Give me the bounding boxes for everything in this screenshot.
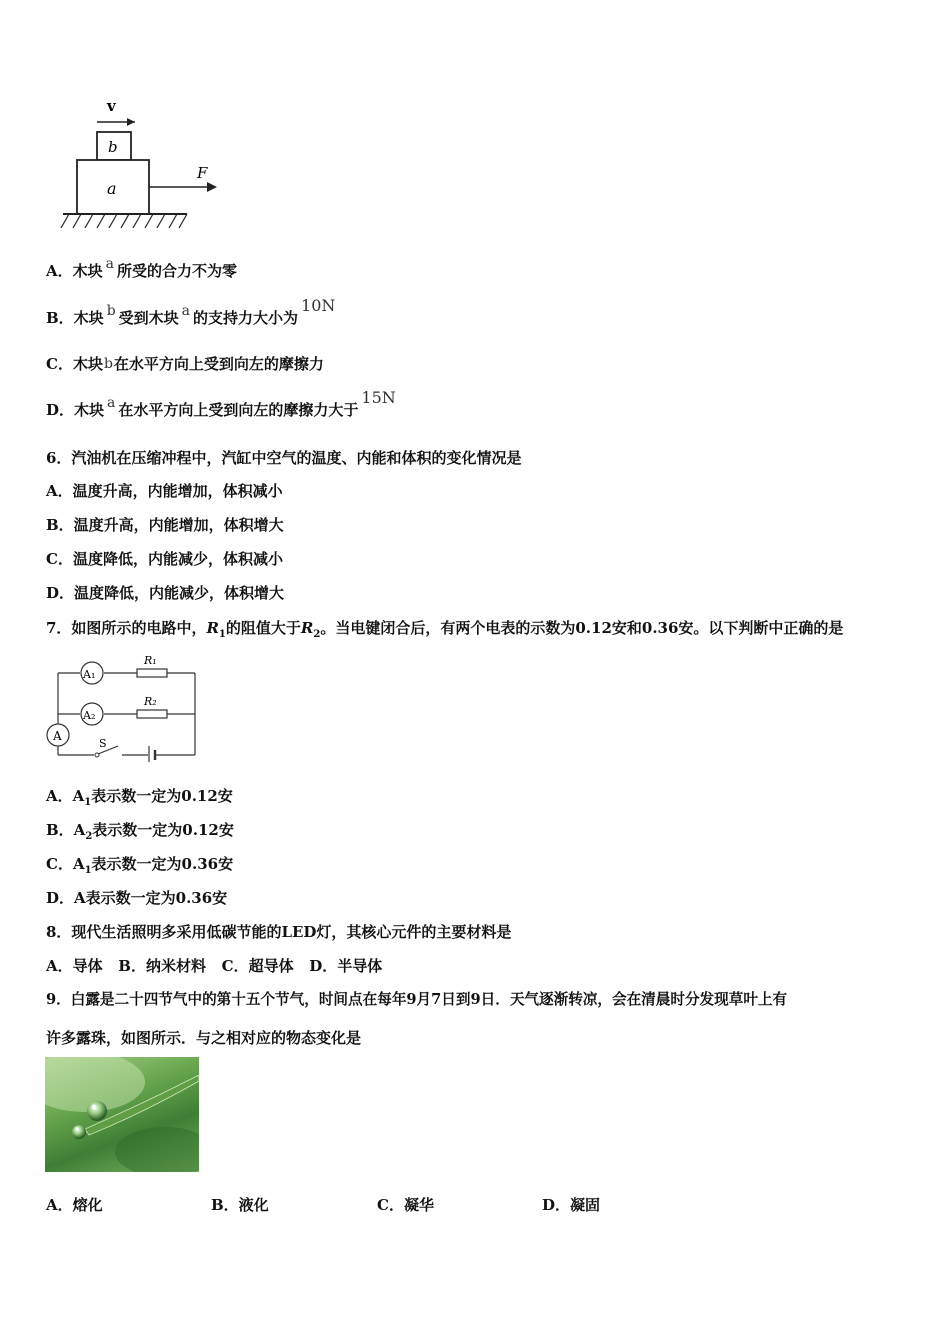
block-diagram bbox=[55, 95, 230, 235]
dew-drop-large bbox=[87, 1101, 107, 1121]
q6-option-a: A．温度升高，内能增加，体积减小 bbox=[46, 482, 283, 500]
dew-grass-photo bbox=[45, 1057, 199, 1172]
battery-icon bbox=[149, 746, 155, 762]
q5-option-c: C．木块b在水平方向上受到向左的摩擦力 bbox=[46, 355, 324, 373]
q7-option-b: B．$A_2$表示数一定为0.12安 bbox=[46, 821, 234, 842]
q9-option-d: D．凝固 bbox=[542, 1196, 601, 1214]
q6-stem: 6．汽油机在压缩冲程中，汽缸中空气的温度、内能和体积的变化情况是 bbox=[46, 449, 522, 467]
svg-text:A₁: A₁ bbox=[83, 668, 96, 681]
q7-option-d: D．A表示数一定为0.36安 bbox=[46, 889, 228, 907]
value-15n: 15N bbox=[361, 388, 396, 407]
svg-text:A₂: A₂ bbox=[83, 709, 96, 722]
q7-option-a: A．$A_1$表示数一定为0.12安 bbox=[46, 787, 233, 808]
block-a-label: a bbox=[107, 179, 117, 198]
resistor-r2 bbox=[137, 710, 167, 718]
svg-text:R₁: R₁ bbox=[144, 654, 157, 667]
q7-option-c: C．$A_1$表示数一定为0.36安 bbox=[46, 855, 234, 876]
value-10n: 10N bbox=[301, 296, 336, 315]
q6-option-b: B．温度升高，内能增加，体积增大 bbox=[46, 516, 284, 534]
q9-option-a: A．熔化 bbox=[46, 1196, 103, 1214]
svg-text:S: S bbox=[99, 737, 107, 750]
force-label: F bbox=[197, 164, 208, 182]
resistor-r1 bbox=[137, 669, 167, 677]
q9-option-b: B．液化 bbox=[211, 1196, 269, 1214]
circuit-diagram bbox=[42, 650, 202, 762]
q8-options: A．导体 B．纳米材料 C．超导体 D．半导体 bbox=[46, 957, 383, 975]
var-a: a bbox=[105, 256, 114, 272]
q9-option-c: C．凝华 bbox=[377, 1196, 434, 1214]
q6-option-d: D．温度降低，内能减少，体积增大 bbox=[46, 584, 285, 602]
block-b-label: b bbox=[108, 138, 118, 156]
q9-stem-line1: 9．白露是二十四节气中的第十五个节气，时间点在每年9月7日到9日．天气逐渐转凉，会在清晨时分发现草叶上有 bbox=[46, 991, 788, 1008]
dew-drop-small bbox=[72, 1125, 86, 1139]
q5-option-d: D．木块 a 在水平方向上受到向左的摩擦力大于15N bbox=[46, 388, 396, 419]
q5-option-a: A．木块 a 所受的合力不为零 bbox=[46, 256, 238, 280]
svg-text:A: A bbox=[53, 729, 62, 743]
q7-stem: 7．如图所示的电路中，$R_1$的阻值大于$R_2$。当电键闭合后，有两个电表的示数为0.12安和0.36安。以下判断中正确的是 bbox=[46, 619, 844, 640]
q8-stem: 8．现代生活照明多采用低碳节能的LED灯，其核心元件的主要材料是 bbox=[46, 923, 512, 941]
switch-icon bbox=[95, 753, 99, 757]
svg-text:R₂: R₂ bbox=[144, 695, 157, 708]
velocity-label: v bbox=[107, 97, 116, 115]
q6-option-c: C．温度降低，内能减少，体积减小 bbox=[46, 550, 283, 568]
q5-option-b: B．木块 b 受到木块 a 的支持力大小为10N bbox=[46, 296, 336, 327]
q9-stem-line2: 许多露珠，如图所示．与之相对应的物态变化是 bbox=[46, 1029, 362, 1047]
